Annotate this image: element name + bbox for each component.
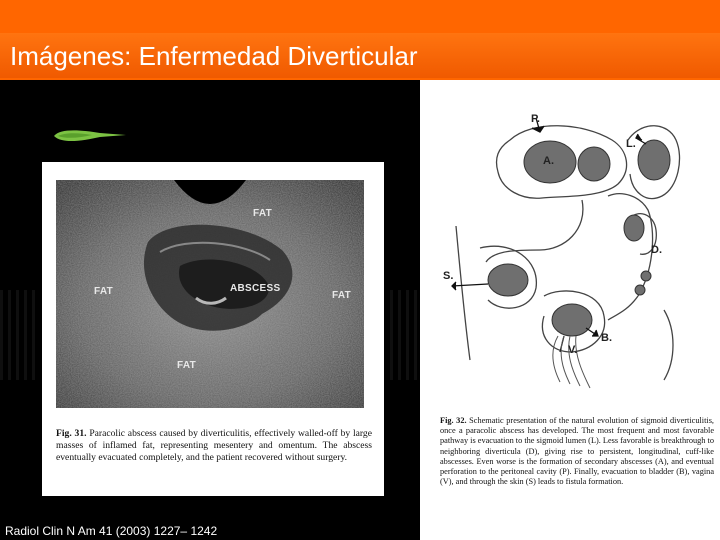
schematic-label-p: P.: [531, 113, 540, 125]
abscess-label: ABSCESS: [230, 283, 281, 294]
fat-label-left: FAT: [94, 286, 114, 297]
ultrasound-caption: [56, 428, 372, 464]
fat-label-bottom: FAT: [177, 360, 197, 371]
schematic-label-b: B.: [601, 332, 612, 344]
schematic-label-l: L.: [626, 138, 636, 150]
schematic-label-s: S.: [443, 270, 454, 282]
fat-label-top: FAT: [253, 208, 273, 219]
page-title: Imágenes: Enfermedad Diverticular: [10, 41, 418, 71]
brush-stroke-icon: [52, 126, 128, 146]
ultrasound-figure-number: Fig. 31.: [56, 428, 87, 439]
header-bar: [0, 0, 720, 80]
schematic-caption-text: Schematic presentation of the natural evolution of sigmoid diverticulitis, once a paracolic abscess has developed. The most frequent and most favorable pathway is evacuation to the sigmoid lumen (L). Less favorable is breakthrough to neighboring diverticula (D), giving rise to persistent, longitudinal, cuff-like abscesses. Even worse is the formation of secondary abscesses (A), and eventual perforation to the peritoneal cavity (P). Finally, evacuation to bladder (B), vagina (V), and through the skin (S) leads to fistula formation.: [440, 416, 715, 487]
fat-label-right: FAT: [332, 290, 352, 301]
citation: Radiol Clin N Am 41 (2003) 1227– 1242: [5, 524, 218, 538]
schematic-label-v: V.: [568, 344, 578, 356]
schematic-label-a: A.: [543, 155, 554, 167]
schematic-label-d: D.: [651, 244, 662, 256]
schematic-figure-number: Fig. 32.: [440, 416, 467, 425]
schematic-caption: [440, 416, 714, 487]
ultrasound-caption-text: Paracolic abscess caused by diverticulitis, effectively walled-off by large masses of inflamed fat, representing mesentery and omentum. The abscess eventually evacuated completely, and the patient recovered without surgery.: [56, 428, 372, 463]
